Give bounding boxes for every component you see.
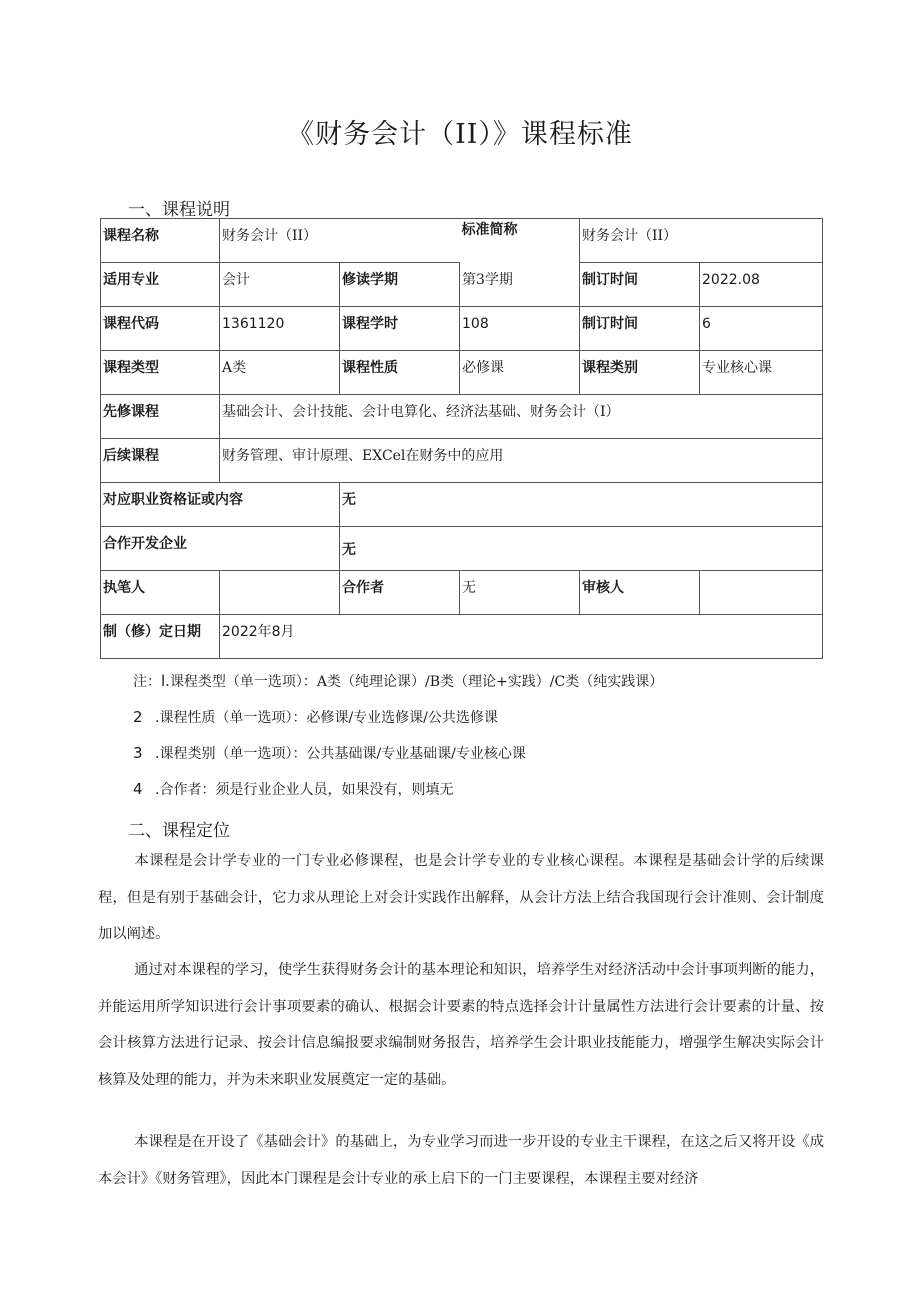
paragraph-1 — [98, 843, 824, 953]
label-course-category: 课程类别 — [580, 351, 700, 395]
paragraph-text: 本课程是会计学专业的一门专业必修课程，也是会计学专业的专业核心课程。本课程是基础会计学的后续课程，但是有别于基础会计，它力求从理论上对会计实践作出解释，从会计方法上结合我国现行会计准则、会计制度加以阐述。 — [98, 853, 824, 942]
label-author: 执笔人 — [101, 571, 220, 615]
label-prerequisite: 先修课程 — [101, 395, 220, 439]
label-collaborator: 合作者 — [340, 571, 460, 615]
paragraph-2 — [98, 952, 824, 1098]
value-course-code: 1361120 — [220, 307, 340, 351]
note-text: .课程类别（单一选项）：公共基础课/专业基础课/专业核心课 — [155, 746, 526, 762]
note-number: 2 — [133, 708, 143, 726]
label-semester: 修读学期 — [340, 263, 460, 307]
paragraph-text: 本课程是在开设了《基础会计》的基础上，为专业学习而进一步开设的专业主干课程，在这之后又将开设《成本会计》《财务管理》，因此本门课程是会计专业的承上启下的一门主要课程，本课程主要对经济 — [98, 1134, 824, 1187]
note-2 — [133, 707, 498, 728]
table-row — [101, 615, 823, 659]
note-number: 4 — [133, 780, 143, 798]
value-course-hours: 108 — [460, 307, 580, 351]
section-heading-course-description: 一、课程说明 — [128, 200, 230, 220]
value-major: 会计 — [220, 263, 340, 307]
note-4 — [133, 779, 453, 800]
table-row — [101, 351, 823, 395]
label-set-time: 制订时间 — [580, 263, 700, 307]
value-qualification: 无 — [340, 483, 823, 527]
note-number: l. — [161, 672, 170, 690]
table-row — [101, 219, 823, 263]
value-standard-abbr: 财务会计（II） — [580, 219, 823, 263]
paragraph-3 — [98, 1124, 824, 1197]
value-partner-company: 无 — [340, 527, 823, 571]
value-prerequisite: 基础会计、会计技能、会计电算化、经济法基础、财务会计（I） — [220, 395, 823, 439]
table-row — [101, 307, 823, 351]
label-reviewer: 审核人 — [580, 571, 700, 615]
value-author — [220, 571, 340, 615]
value-course-category: 专业核心课 — [700, 351, 823, 395]
note-3 — [133, 743, 526, 764]
table-row — [101, 527, 823, 571]
table-row — [101, 483, 823, 527]
value-follow-up: 财务管理、审计原理、EXCel在财务中的应用 — [220, 439, 823, 483]
note-text: .合作者：须是行业企业人员，如果没有，则填无 — [155, 782, 454, 798]
value-revision-date: 2022年8月 — [220, 615, 823, 659]
table-row — [101, 263, 823, 307]
value-semester: 第3学期 — [460, 263, 580, 307]
label-major: 适用专业 — [101, 263, 220, 307]
table-row — [101, 571, 823, 615]
label-course-type: 课程类型 — [101, 351, 220, 395]
paragraph-text: 通过对本课程的学习，使学生获得财务会计的基本理论和知识，培养学生对经济活动中会计事项判断的能力，并能运用所学知识进行会计事项要素的确认、根据会计要素的特点选择会计计量属性方法进行会计要素的计量、按会计核算方法进行记录、按会计信息编报要求编制财务报告，培养学生会计职业技能能力，增强学生解决实际会计核算及处理的能力，并为未来职业发展奠定一定的基础。 — [98, 962, 824, 1088]
course-info-table — [100, 218, 823, 659]
value-course-name: 财务会计（II） — [220, 219, 460, 263]
document-title: 《财务会计（II）》课程标准 — [287, 119, 633, 150]
label-qualification: 对应职业资格证或内容 — [101, 483, 340, 527]
note-prefix: 注： — [133, 674, 161, 690]
value-course-type: A类 — [220, 351, 340, 395]
value-reviewer — [700, 571, 823, 615]
table-row — [101, 439, 823, 483]
table-row — [101, 395, 823, 439]
label-course-nature: 课程性质 — [340, 351, 460, 395]
value-course-nature: 必修课 — [460, 351, 580, 395]
note-1 — [133, 671, 663, 692]
label-course-hours: 课程学时 — [340, 307, 460, 351]
note-text: .课程性质（单一选项）：必修课/专业选修课/公共选修课 — [155, 710, 498, 726]
value-set-time: 2022.08 — [700, 263, 823, 307]
label-follow-up: 后续课程 — [101, 439, 220, 483]
note-number: 3 — [133, 744, 143, 762]
label-standard-abbr: 标准简称 — [460, 219, 580, 263]
label-course-name: 课程名称 — [101, 219, 220, 263]
section-heading-course-positioning: 二、课程定位 — [128, 821, 230, 841]
label-partner-company: 合作开发企业 — [101, 527, 340, 571]
value-collaborator: 无 — [460, 571, 580, 615]
label-set-time-2: 制订时间 — [580, 307, 700, 351]
note-text: 课程类型（单一选项）：A类（纯理论课）/B类（理论+实践）/C类（纯实践课） — [169, 674, 664, 690]
label-course-code: 课程代码 — [101, 307, 220, 351]
label-revision-date: 制（修）定日期 — [101, 615, 220, 659]
value-set-time-2: 6 — [700, 307, 823, 351]
